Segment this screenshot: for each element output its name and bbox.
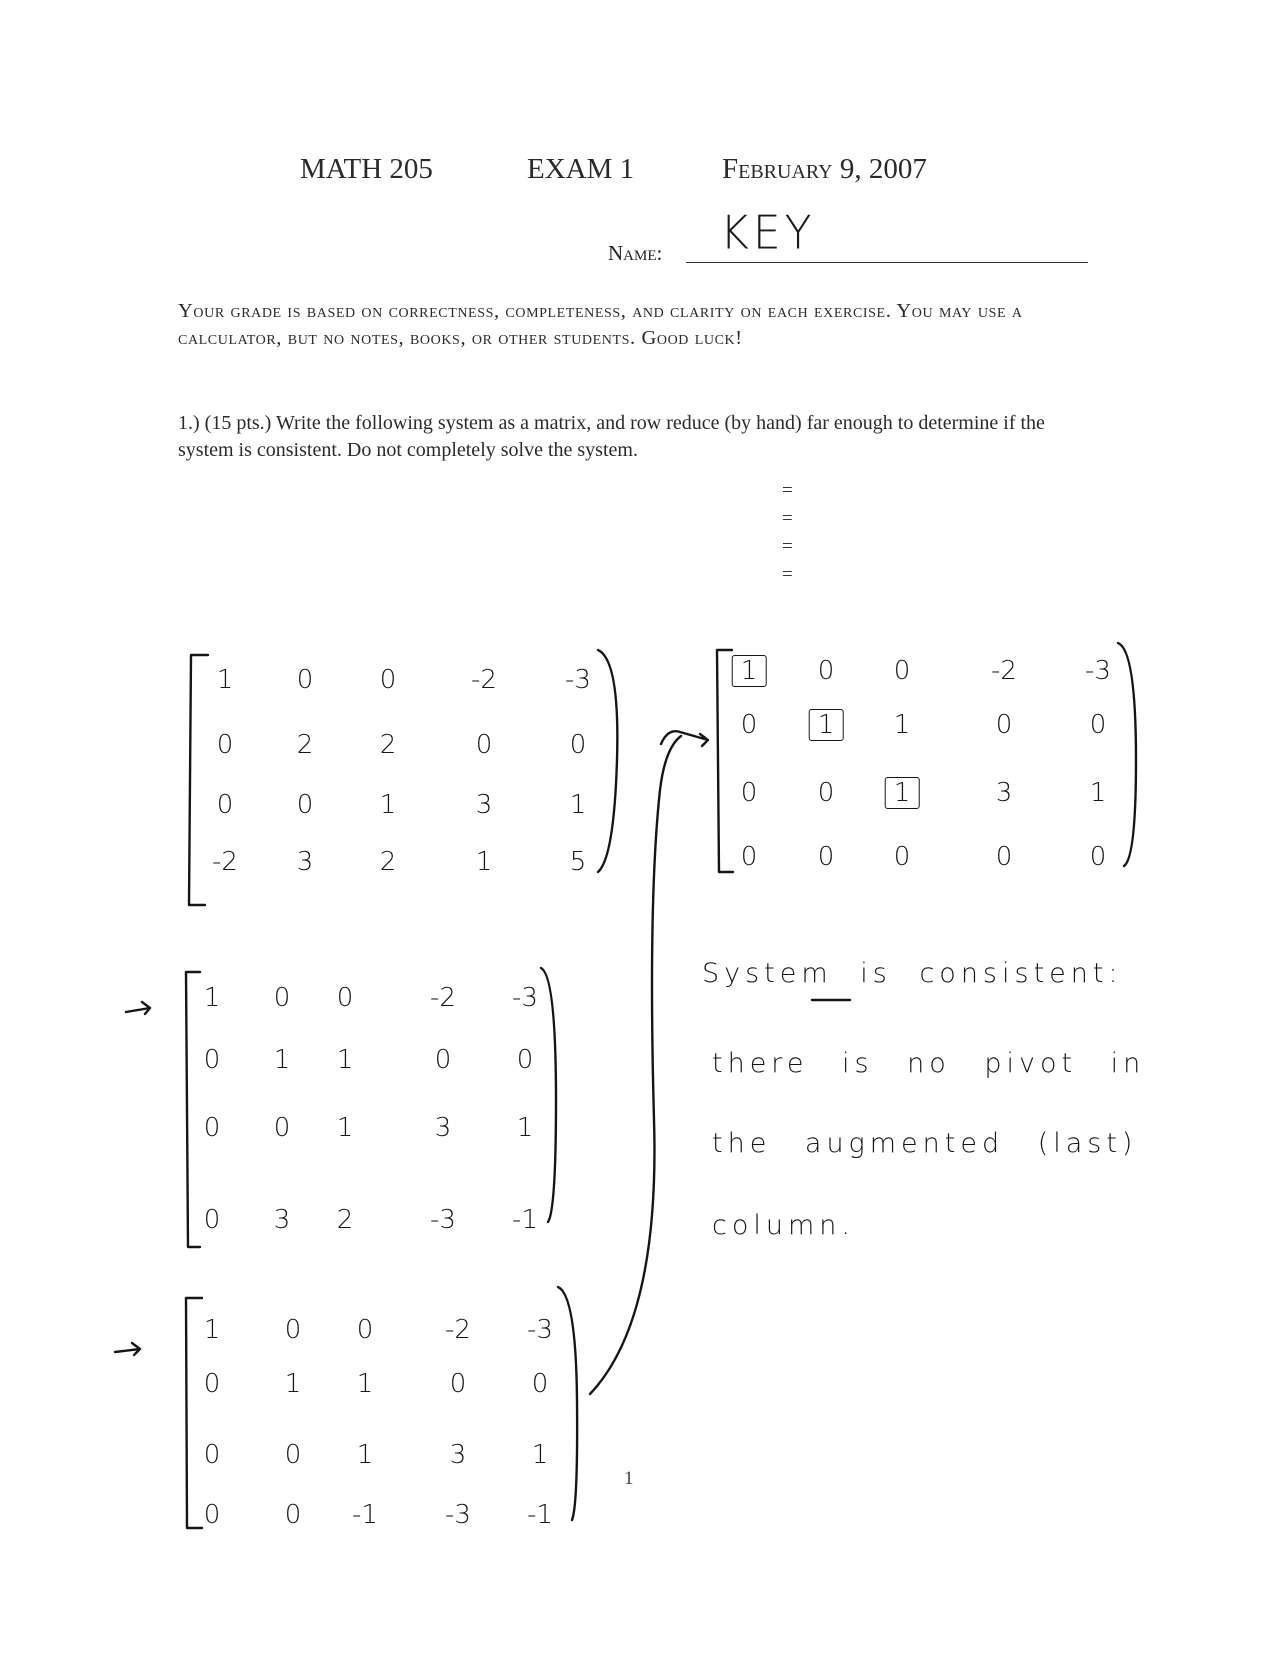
matrix-entry: 0 [296,790,314,820]
matrix-entry: 0 [569,730,587,760]
matrix-entry: -1 [527,1500,553,1530]
matrix-entry: 0 [1089,710,1107,740]
matrix-entry: 0 [516,1045,534,1075]
matrix-entry: 0 [203,1369,221,1399]
matrix-entry: 3 [995,778,1013,808]
matrix-entry: 0 [434,1045,452,1075]
matrix-entry: 0 [336,983,354,1013]
matrix-entry: 0 [284,1315,302,1345]
matrix-entry: 0 [740,710,758,740]
conclusion-line4: column. [712,1210,855,1241]
matrix-entry: 1 [569,790,587,820]
connector-curve [590,736,681,1394]
matrix-entry: 0 [203,1205,221,1235]
matrix-entry: 1 [893,710,911,740]
matrix-entry: 0 [475,730,493,760]
matrix-entry: 0 [379,665,397,695]
problem-points: (15 pts.) [204,412,272,434]
matrix-entry: 0 [203,1113,221,1143]
matrix-entry: 0 [356,1315,374,1345]
matrix-entry: 1 [216,665,234,695]
pivot-box: 1 [809,709,844,741]
matrix-entry: 1 [273,1045,291,1075]
matrix-entry: 0 [995,842,1013,872]
matrix-entry: -3 [445,1500,471,1530]
equals-sign: = [782,480,793,501]
matrix-entry: 3 [273,1205,291,1235]
matrix-entry: 1 [356,1369,374,1399]
matrix-entry: 1 [531,1440,549,1470]
matrix-entry: 0 [284,1440,302,1470]
matrix-entry: -2 [991,656,1017,686]
pivot-box: 1 [885,777,920,809]
problem-text: Write the following system as a matrix, and row reduce (by hand) far enough to determine if the system is consistent. Do not completely solve the system. [178,412,1045,461]
matrix-entry: -2 [445,1315,471,1345]
name-label: Name: [608,241,663,265]
matrix-entry: -2 [430,983,456,1013]
matrix-entry: 0 [203,1045,221,1075]
matrix-entry: 1 [203,983,221,1013]
bracket-left-step2 [186,1298,202,1528]
page-number: 1 [624,1468,634,1489]
matrix-entry: 1 [336,1113,354,1143]
exam-date: February 9, 2007 [722,153,927,185]
instructions: Your grade is based on correctness, completeness, and clarity on each exercise. You may use a calculator, but no notes, books, or other students. Good luck! [178,300,1023,349]
conclusion-line1 [702,958,1123,989]
matrix-entry: 1 [516,1113,534,1143]
matrix-entry: 1 [284,1369,302,1399]
matrix-entry: -3 [430,1205,456,1235]
matrix-entry: 0 [995,710,1013,740]
matrix-entry: 3 [434,1113,452,1143]
matrix-entry: 0 [296,665,314,695]
matrix-entry: 2 [379,847,397,877]
matrix-entry: 0 [284,1500,302,1530]
bracket-right-initial [598,650,617,872]
conclusion-word-system: System [702,958,833,989]
problem-number: 1.) [178,412,200,434]
matrix-entry: 0 [203,1440,221,1470]
matrix-entry: -3 [1085,656,1111,686]
matrix-entry: 1 [203,1315,221,1345]
pivot-box: 1 [732,655,767,687]
matrix-entry: 0 [893,842,911,872]
name-value-handwritten: KEY [720,206,816,261]
matrix-entry: -3 [527,1315,553,1345]
matrix-entry: -1 [352,1500,378,1530]
exam-title: EXAM 1 [527,153,635,185]
matrix-entry [809,710,844,740]
matrix-entry: 0 [817,842,835,872]
matrix-entry: 1 [1089,778,1107,808]
matrix-entry: 0 [273,1113,291,1143]
matrix-entry: 3 [475,790,493,820]
conclusion-line2: there is no pivot in [712,1048,1146,1079]
matrix-entry: 2 [296,730,314,760]
matrix-entry: 2 [379,730,397,760]
matrix-entry: 0 [216,790,234,820]
matrix-entry: 2 [336,1205,354,1235]
matrix-entry: 3 [296,847,314,877]
arrow-step2-icon [115,1343,140,1355]
matrix-entry: 1 [379,790,397,820]
bracket-left-step1 [186,972,200,1247]
matrix-entry: -3 [565,665,591,695]
matrix-entry: 0 [216,730,234,760]
conclusion-word-consistent: consistent: [919,958,1123,989]
equals-sign: = [782,508,793,529]
bracket-right-step2 [558,1287,577,1520]
matrix-entry: 0 [273,983,291,1013]
matrix-entry: -1 [512,1205,538,1235]
bracket-right-echelon [1118,643,1136,866]
matrix-entry: 0 [203,1500,221,1530]
matrix-entry [885,778,920,808]
matrix-entry: 5 [569,847,587,877]
matrix-entry: 1 [336,1045,354,1075]
bracket-left-echelon [717,650,733,872]
matrix-entry: 3 [449,1440,467,1470]
matrix-entry: 0 [531,1369,549,1399]
matrix-entry: -2 [212,847,238,877]
conclusion-line3: the augmented (last) [712,1128,1138,1159]
matrix-entry: 1 [475,847,493,877]
matrix-entry [732,656,767,686]
matrix-entry: 0 [449,1369,467,1399]
arrow-step1-icon [126,1002,150,1014]
arrow-echelon-icon [661,731,708,746]
matrix-entry: 0 [893,656,911,686]
equals-sign: = [782,564,793,585]
matrix-entry: -3 [512,983,538,1013]
bracket-left-initial [189,655,208,905]
matrix-entry: 0 [740,842,758,872]
conclusion-word-is: is [860,958,892,989]
matrix-entry: 0 [817,778,835,808]
bracket-right-step1 [541,968,556,1222]
matrix-entry: 0 [1089,842,1107,872]
matrix-entry: 0 [817,656,835,686]
matrix-entry: -2 [471,665,497,695]
equals-sign: = [782,536,793,557]
matrix-entry: 1 [356,1440,374,1470]
matrix-entry: 0 [740,778,758,808]
course-title: MATH 205 [300,153,433,185]
